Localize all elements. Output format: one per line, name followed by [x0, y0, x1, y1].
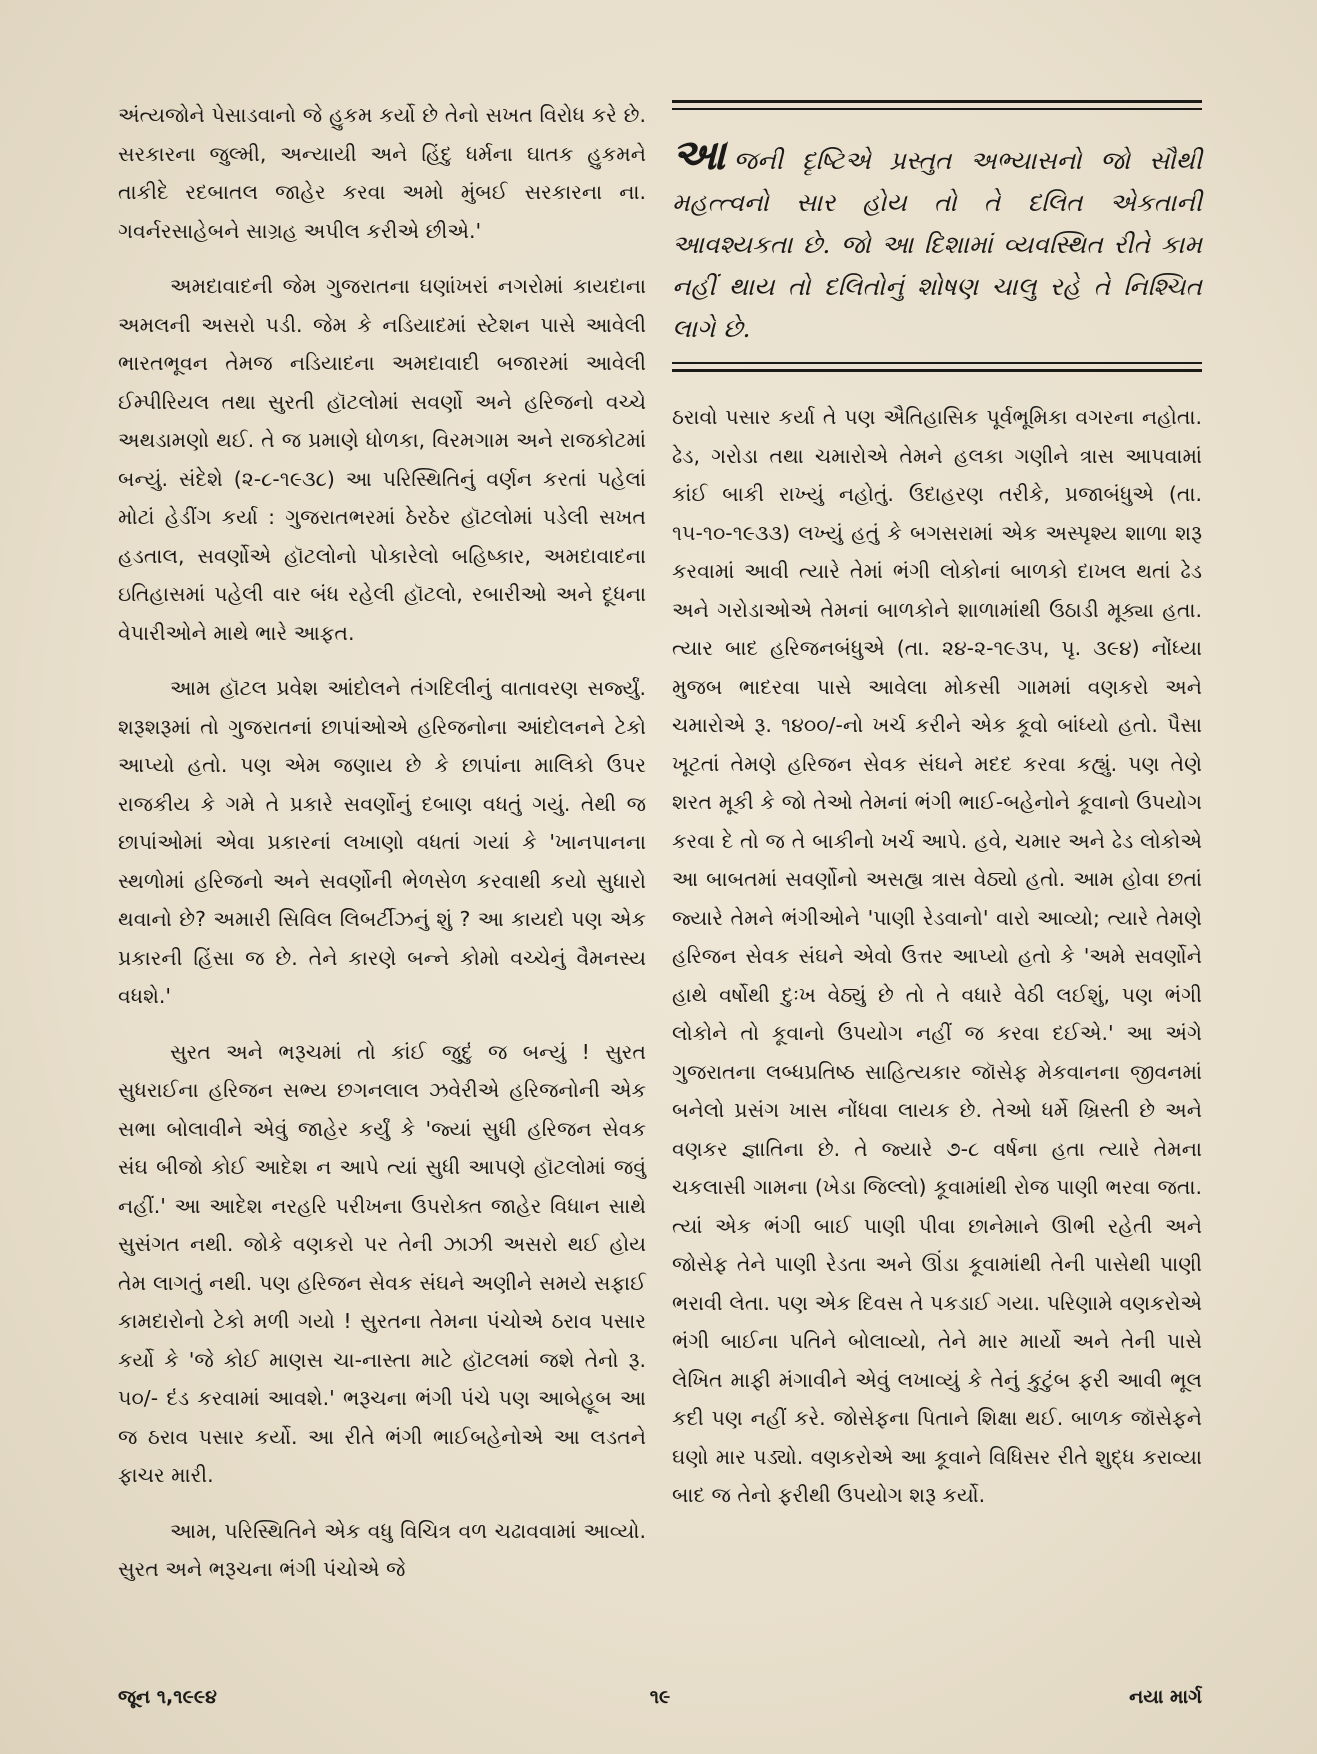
paragraph: આમ, પરિસ્થિતિને એક વધુ વિચિત્ર વળ ચઢાવવામાં આવ્યો. સુરત અને ભરૂચના ભંગી પંચોએ જે — [118, 1518, 646, 1581]
right-column — [672, 398, 1202, 1532]
pull-quote — [672, 130, 1202, 350]
pull-quote-bottom-rule — [672, 362, 1202, 377]
left-column — [118, 96, 646, 1606]
paragraph: ઠરાવો પસાર કર્યા તે પણ ઐતિહાસિક પૂર્વભૂમિકા વગરના નહોતા. ઢેડ, ગરોડા તથા ચમારોએ તેમને હલકા ગણીને ત્રાસ આપવામાં કાંઈ બાકી રાખ્યું નહોતું. ઉદાહરણ તરીકે, પ્રજાબંધુએ (તા. ૧૫-૧૦-૧૯૩૩) લખ્યું હતું કે બગસરામાં એક અસ્પૃશ્ય શાળા શરૂ કરવામાં આવી ત્યારે તેમાં ભંગી લોકોનાં બાળકો દાખલ થતાં ઢેડ અને ગરોડાઓએ તેમનાં બાળકોને શાળામાંથી ઉઠાડી મૂક્યા હતા. ત્યાર બાદ હરિજનબંધુએ (તા. ૨૪-૨-૧૯૩૫, પૃ. ૩૯૪) નોંધ્યા મુજબ ભાદરવા પાસે આવેલા મોકસી ગામમાં વણકરો અને ચમારોએ રૂ. ૧૪૦૦/-નો ખર્ચ કરીને એક કૂવો બાંધ્યો હતો. પૈસા ખૂટતાં તેમણે હરિજન સેવક સંઘને મદદ કરવા કહ્યું. પણ તેણે શરત મૂકી કે જો તેઓ તેમનાં ભંગી ભાઈ-બહેનોને કૂવાનો ઉપયોગ કરવા દે તો જ તે બાકીનો ખર્ચ આપે. હવે, ચમાર અને ઢેડ લોકોએ આ બાબતમાં સવર્ણોનો અસહ્ય ત્રાસ વેઠ્યો હતો. આમ હોવા છતાં જ્યારે તેમને ભંગીઓને 'પાણી રેડવાનો' વારો આવ્યો; ત્યારે તેમણે હરિજન સેવક સંઘને એવો ઉત્તર આપ્યો હતો કે 'અમે સવર્ણોને હાથે વર્ષોથી દુઃખ વેઠ્યું છે તો તે વધારે વેઠી લઈશું, પણ ભંગી લોકોને તો કૂવાનો ઉપયોગ નહીં જ કરવા દઈએ.' આ અંગે ગુજરાતના લબ્ધપ્રતિષ્ઠ સાહિત્યકાર જૉસેફ મેકવાનના જીવનમાં બનેલો પ્રસંગ ખાસ નોંધવા લાયક છે. તેઓ ધર્મે ખ્રિસ્તી છે અને વણકર જ્ઞાતિના છે. તે જ્યારે ૭-૮ વર્ષના હતા ત્યારે તેમના ચકલાસી ગામના (ખેડા જિલ્લો) કૂવામાંથી રોજ પાણી ભરવા જતા. ત્યાં એક ભંગી બાઈ પાણી પીવા છાનેમાને ઊભી રહેતી અને જોસેફ તેને પાણી રેડતા અને ઊંડા કૂવામાંથી તેની પાસેથી પાણી ભરાવી લેતા. પણ એક દિવસ તે પકડાઈ ગયા. પરિણામે વણકરોએ ભંગી બાઈના પતિને બોલાવ્યો, તેને માર માર્યો અને તેની પાસે લેખિત માફી મંગાવીને એવું લખાવ્યું કે તેનું કુટુંબ ફરી આવી ભૂલ કદી પણ નહીં કરે. જોસેફના પિતાને શિક્ષા થઈ. બાળક જૉસેફને ઘણો માર પડ્યો. વણકરોએ આ કૂવાને વિધિસર રીતે શુદ્ધ કરાવ્યા બાદ જ તેનો ફરીથી ઉપયોગ શરૂ કર્યો. — [672, 405, 1202, 1507]
pull-quote-text: જની દૃષ્ટિએ પ્રસ્તુત અભ્યાસનો જો સૌથી મહત્ત્વનો સાર હોય તો તે દલિત એકતાની આવશ્યકતા છે. જો આ દિશામાં વ્યવસ્થિત રીતે કામ નહીં થાય તો દલિતોનું શોષણ ચાલુ રહે તે નિશ્ચિત લાગે છે. — [672, 146, 1202, 343]
page-number: ૧૯ — [649, 1686, 671, 1708]
pull-quote-top-rule — [672, 100, 1202, 115]
paragraph: સુરત અને ભરૂચમાં તો કાંઈ જુદું જ બન્યું ! સુરત સુધરાઈના હરિજન સભ્ય છગનલાલ ઝવેરીએ હરિજનોની એક સભા બોલાવીને એવું જાહેર કર્યું કે 'જ્યાં સુધી હરિજન સેવક સંઘ બીજો કોઈ આદેશ ન આપે ત્યાં સુધી આપણે હૉટલોમાં જવું નહીં.' આ આદેશ નરહરિ પરીખના ઉપરોક્ત જાહેર વિધાન સાથે સુસંગત નથી. જોકે વણકરો પર તેની ઝાઝી અસરો થઈ હોય તેમ લાગતું નથી. પણ હરિજન સેવક સંઘને અણીને સમયે સફાઈ કામદારોનો ટેકો મળી ગયો ! સુરતના તેમના પંચોએ ઠરાવ પસાર કર્યો કે 'જે કોઈ માણસ ચા-નાસ્તા માટે હૉટલમાં જશે તેનો રૂ. ૫૦/- દંડ કરવામાં આવશે.' ભરૂચના ભંગી પંચે પણ આબેહૂબ આ જ ઠરાવ પસાર કર્યો. આ રીતે ભંગી ભાઈબહેનોએ આ લડતને ફાચર મારી. — [118, 1039, 646, 1487]
issue-date: જૂન ૧,૧૯૯૪ — [118, 1686, 217, 1708]
page-footer — [118, 1686, 1202, 1716]
magazine-name: નયા માર્ગ — [1129, 1686, 1202, 1708]
paragraph: અંત્યજોને પેસાડવાનો જે હુકમ કર્યો છે તેનો સખત વિરોધ કરે છે. સરકારના જુલ્મી, અન્યાયી અને હિંદુ ધર્મના ઘાતક હુકમને તાકીદે રદબાતલ જાહેર કરવા અમો મુંબઈ સરકારના ના. ગવર્નરસાહેબને સાગ્રહ અપીલ કરીએ છીએ.' — [118, 103, 646, 243]
pull-quote-drop-cap: આ — [672, 130, 726, 179]
paragraph: આમ હૉટલ પ્રવેશ આંદોલને તંગદિલીનું વાતાવરણ સર્જ્યું. શરૂશરૂમાં તો ગુજરાતનાં છાપાંઓએ હરિજનોના આંદોલનને ટેકો આપ્યો હતો. પણ એમ જણાય છે કે છાપાંના માલિકો ઉપર રાજકીય કે ગમે તે પ્રકારે સવર્ણોનું દબાણ વધતું ગયું. તેથી જ છાપાંઓમાં એવા પ્રકારનાં લખાણો વધતાં ગયાં કે 'ખાનપાનના સ્થળોમાં હરિજનો અને સવર્ણોની ભેળસેળ કરવાથી કયો સુધારો થવાનો છે? અમારી સિવિલ લિબર્ટીઝનું શું ? આ કાયદો પણ એક પ્રકારની હિંસા જ છે. તેને કારણે બન્ને કોમો વચ્ચેનું વૈમનસ્ય વધશે.' — [118, 676, 646, 1008]
paragraph: અમદાવાદની જેમ ગુજરાતના ઘણાંખરાં નગરોમાં કાયદાના અમલની અસરો પડી. જેમ કે નડિયાદમાં સ્ટેશન પાસે આવેલી ભારતભૂવન તેમજ નડિયાદના અમદાવાદી બજારમાં આવેલી ઈમ્પીરિયલ તથા સુરતી હૉટલોમાં સવર્ણો અને હરિજનો વચ્ચે અથડામણો થઈ. તે જ પ્રમાણે ધોળકા, વિરમગામ અને રાજકોટમાં બન્યું. સંદેશે (૨-૮-૧૯૩૮) આ પરિસ્થિતિનું વર્ણન કરતાં પહેલાં મોટાં હેડીંગ કર્યા : ગુજરાતભરમાં ઠેરઠેર હૉટલોમાં પડેલી સખત હડતાલ, સવર્ણોએ હૉટલોનો પોકારેલો બહિષ્કાર, અમદાવાદના ઇતિહાસમાં પહેલી વાર બંધ રહેલી હૉટલો, રબારીઓ અને દૂધના વેપારીઓને માથે ભારે આફત. — [118, 274, 646, 645]
